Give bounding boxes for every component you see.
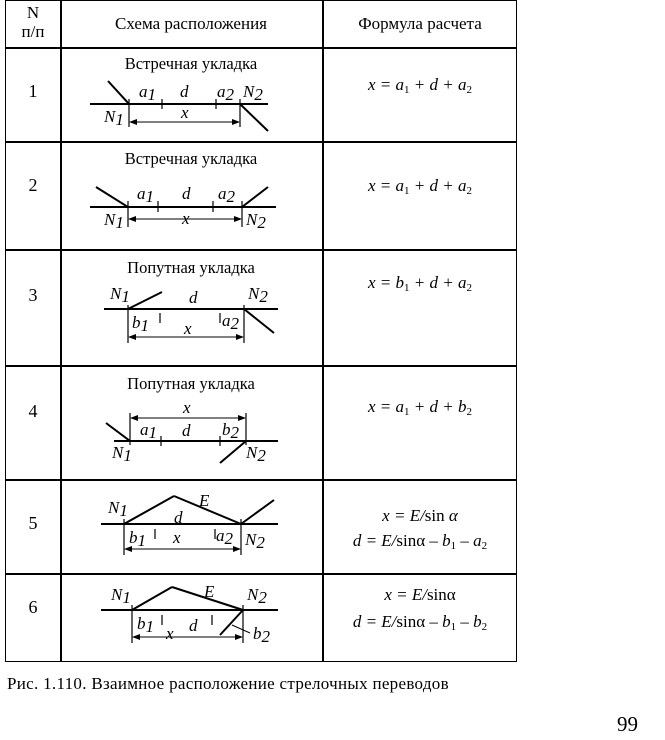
switch-layout-table <box>5 0 517 662</box>
label-x: x <box>166 624 174 643</box>
row-number: 2 <box>28 175 38 195</box>
header-number <box>6 3 60 41</box>
scheme-diagram-6 <box>6 573 276 683</box>
label-N1: N1 <box>112 443 132 465</box>
label-N1: N1 <box>104 107 124 129</box>
row-formula <box>322 176 518 197</box>
figure-caption: Рис. 1.110. Взаимное расположение стрелочных переводов <box>7 674 449 693</box>
label-a1: a1 <box>140 420 157 442</box>
label-a1: a1 <box>139 82 156 104</box>
formula-line: $x = b_1 + d + a_2$ <box>368 273 472 294</box>
label-N1: N1 <box>104 210 124 232</box>
formula-line: $x = a_1 + d + a_2$ <box>368 176 472 197</box>
label-x: x <box>182 209 190 228</box>
label-x: x <box>184 319 192 338</box>
label-d: d <box>189 616 198 635</box>
label-a2: a2 <box>218 184 235 206</box>
label-b1: b1 <box>132 313 149 335</box>
label-d: d <box>180 82 189 101</box>
row-formula <box>322 397 518 418</box>
row-number: 1 <box>28 81 38 101</box>
row-formula <box>322 273 518 294</box>
label-x: x <box>183 398 191 417</box>
label-N1: N1 <box>110 284 130 306</box>
row-caption: Встречная укладка <box>124 149 258 168</box>
formula-line: $d = E/\sin\alpha - b_1 - a_2$ <box>352 531 488 552</box>
formula-line: x = E/sinα <box>384 585 456 604</box>
row-number: 4 <box>28 401 38 421</box>
scheme-diagram-2 <box>6 141 276 251</box>
scheme-diagram-3 <box>6 249 276 359</box>
label-N2: N2 <box>243 82 263 104</box>
formula-line: $x = a_1 + d + b_2$ <box>368 397 472 418</box>
label-b1: b1 <box>129 528 146 550</box>
column-divider <box>322 1 324 661</box>
label-d: d <box>174 508 183 527</box>
label-x: x <box>173 528 181 547</box>
page-number: 99 <box>617 712 638 736</box>
label-a2: a2 <box>217 82 234 104</box>
header-number-line2: п/п <box>21 22 45 41</box>
row-number: 5 <box>28 513 38 533</box>
row-formula <box>322 581 518 641</box>
label-a2: a2 <box>222 311 239 333</box>
label-N2: N2 <box>246 210 266 232</box>
scheme-diagram-4 <box>6 365 276 475</box>
label-a2: a2 <box>216 526 233 548</box>
label-d: d <box>189 288 198 307</box>
label-b2: b2 <box>253 624 270 646</box>
row-number: 6 <box>28 597 38 617</box>
header-scheme: Схема расположения <box>114 14 267 33</box>
label-N2: N2 <box>248 284 268 306</box>
label-N2: N2 <box>245 530 265 552</box>
label-b2: b2 <box>222 420 239 442</box>
label-E: E <box>199 491 210 510</box>
row-formula <box>322 503 518 559</box>
label-b1: b1 <box>137 614 154 636</box>
row-caption: Попутная укладка <box>127 258 255 277</box>
label-N2: N2 <box>247 585 267 607</box>
row-caption: Попутная укладка <box>127 374 255 393</box>
label-E: E <box>204 582 215 601</box>
label-a1: a1 <box>137 184 154 206</box>
formula-line: $x = a_1 + d + a_2$ <box>368 75 472 96</box>
label-x: x <box>181 103 189 122</box>
header-formula: Формула расчета <box>358 14 482 33</box>
label-d: d <box>182 184 191 203</box>
label-N1: N1 <box>108 498 128 520</box>
label-N1: N1 <box>111 585 131 607</box>
row-number: 3 <box>28 285 38 305</box>
header-number-line1: N <box>26 3 40 22</box>
row-caption: Встречная укладка <box>124 54 258 73</box>
label-N2: N2 <box>246 443 266 465</box>
formula-line: $d = E/\sin\alpha - b_1 - b_2$ <box>352 612 488 633</box>
formula-line: x = E/sin α <box>382 506 458 525</box>
row-formula <box>322 75 518 96</box>
label-d: d <box>182 421 191 440</box>
